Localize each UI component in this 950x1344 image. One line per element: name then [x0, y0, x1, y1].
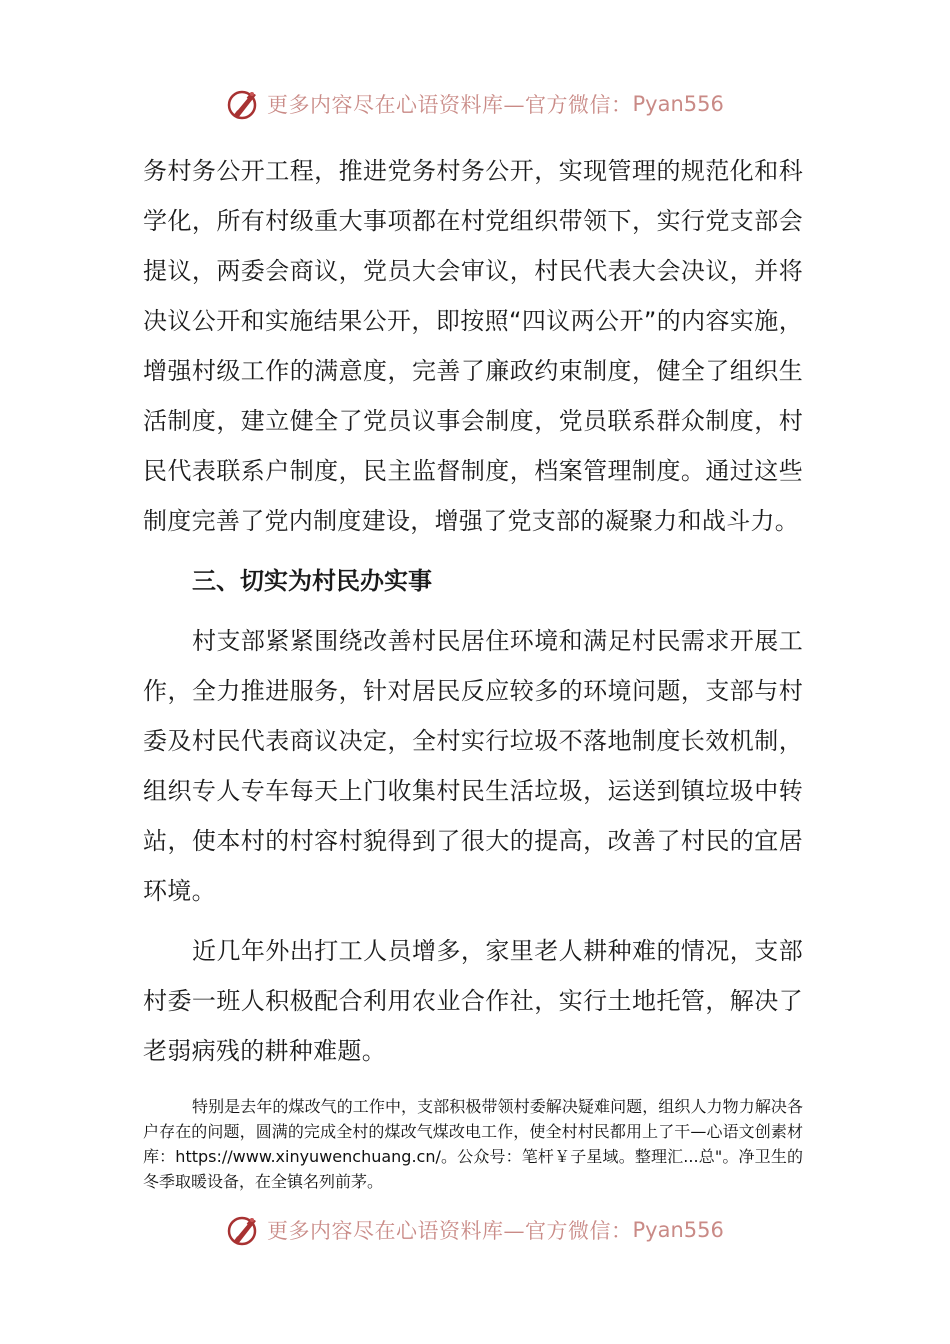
section-heading: 三、切实为村民办实事 [192, 567, 432, 595]
document-body [143, 146, 803, 1194]
banner-text: 更多内容尽在心语资料库—官方微信： [267, 1219, 633, 1243]
paragraph: 务村务公开工程，推进党务村务公开，实现管理的规范化和科学化，所有村级重大事项都在村党组织带领下，实行党支部会提议，两委会商议，党员大会审议，村民代表大会决议，并将决议公开和实施结果公开，即按照“四议两公开”的内容实施，增强村级工作的满意度，完善了廉政约束制度，健全了组织生活制度，建立健全了党员议事会制度，党员联系群众制度，村民代表联系户制度，民主监督制度，档案管理制度。通过这些制度完善了党内制度建设，增强了党支部的凝聚力和战斗力。 [143, 157, 803, 535]
footer-banner [225, 1210, 724, 1250]
pen-nib-circle-icon [225, 86, 261, 122]
paragraph: 近几年外出打工人员增多，家里老人耕种难的情况，支部村委一班人积极配合利用农业合作社，实行土地托管，解决了老弱病残的耕种难题。 [143, 937, 803, 1065]
paragraph: 村支部紧紧围绕改善村民居住环境和满足村民需求开展工作，全力推进服务，针对居民反应较多的环境问题，支部与村委及村民代表商议决定，全村实行垃圾不落地制度长效机制，组织专人专车每天上门收集村民生活垃圾，运送到镇垃圾中转站，使本村的村容村貌得到了很大的提高，改善了村民的宜居环境。 [143, 627, 803, 905]
wechat-id: Pyan556 [632, 92, 724, 116]
paragraph-small: 特别是去年的煤改气的工作中，支部积极带领村委解决疑难问题，组织人力物力解决各户存在的问题，圆满的完成全村的煤改气煤改电工作，使全村村民都用上了干—心语文创素材库：https://www.xinyuwenchuang.cn/。公众号：笔杆￥子星域。整理汇...总"。净卫生的冬季取暖设备，在全镇名列前茅。 [143, 1097, 803, 1191]
header-banner [225, 84, 724, 124]
banner-text: 更多内容尽在心语资料库—官方微信： [267, 93, 633, 117]
pen-nib-circle-icon [225, 1212, 261, 1248]
wechat-id: Pyan556 [632, 1218, 724, 1242]
